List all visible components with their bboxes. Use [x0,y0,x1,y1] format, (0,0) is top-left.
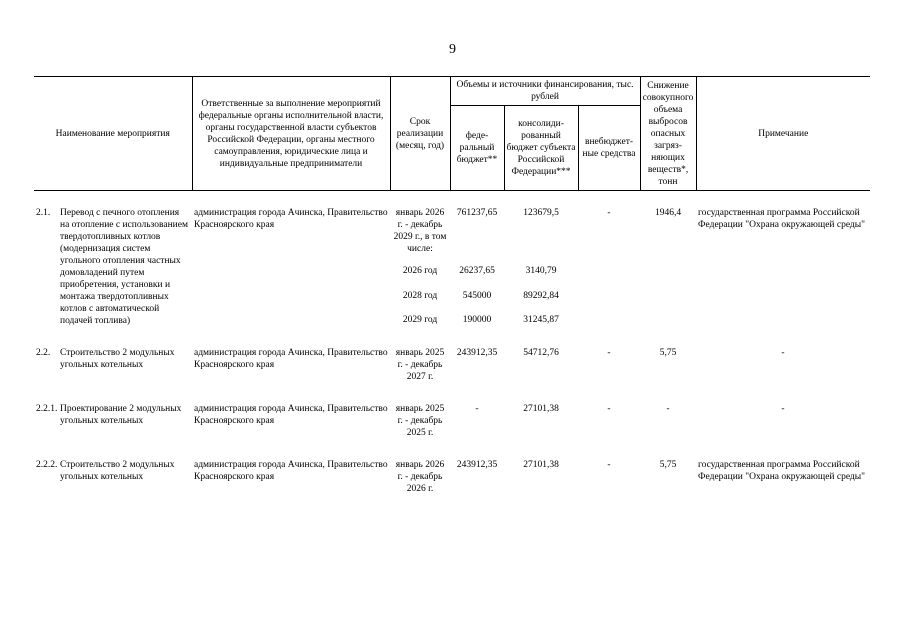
subrow-consolidated: 3140,79 [525,266,557,277]
row-consolidated: 123679,5 [523,208,559,218]
row-code: 2.2.2. [36,460,58,470]
row-federal: 761237,65 [456,208,498,218]
row-federal: - [475,404,479,414]
subrow-term: 2026 год [402,266,438,277]
header-federal: феде-ральный бюджет** [450,106,504,191]
row-term: январь 2025 г. - декабрь 2025 г. [395,404,445,438]
row-consolidated: 27101,38 [523,460,559,470]
row-responsible: администрация города Ачинска, Правительство Красноярского края [194,460,388,482]
subrow-federal: 26237,65 [459,266,495,277]
row-consolidated: 54712,76 [523,348,559,358]
row-note: - [781,404,785,414]
row-note: государственная программа Российской Федерации "Охрана окружающей среды" [698,208,866,230]
header-reduction: Снижение совокупного объема выбросов опасных загряз-няющих веществ*, тонн [640,77,696,191]
row-responsible: администрация города Ачинска, Правительство Красноярского края [194,348,388,370]
row-reduction: 5,75 [659,460,677,470]
row-reduction: - [666,404,670,414]
subrow-federal: 545000 [462,290,492,301]
row-extrabudget: - [607,460,611,470]
row-name: Перевод с печного отопления на отопление с использованием твердотопливных котлов (модернизация систем угольного отопления частных домовладений путем приобретения, установки и монтажа твердотопливных котлов с автоматической подачей топлива) [60,208,188,326]
row-reduction: 1946,4 [654,208,682,218]
row-term: январь 2026 г. - декабрь 2026 г. [395,460,445,494]
subrow-term: 2028 год [402,290,438,301]
row-name: Строительство 2 модульных угольных котельных [60,460,175,482]
header-consolidated: консолиди-рованный бюджет субъекта Российской Федерации*** [504,106,578,191]
row-term: январь 2025 г. - декабрь 2027 г. [395,348,445,382]
table-row [34,459,870,495]
row-name: Строительство 2 модульных угольных котельных [60,348,175,370]
row-code: 2.2. [36,348,51,358]
subrow-consolidated: 31245,87 [523,315,559,326]
row-code: 2.1. [36,208,51,218]
row-responsible: администрация города Ачинска, Правительство Красноярского края [194,404,388,426]
row-extrabudget: - [607,404,611,414]
subrow-federal: 190000 [462,315,492,326]
header-financing: Объемы и источники финансирования, тыс. рублей [450,77,640,106]
header-name: Наименование мероприятия [34,77,192,191]
row-federal: 243912,35 [456,348,498,358]
row-responsible: администрация города Ачинска, Правительство Красноярского края [194,208,388,230]
row-extrabudget: - [607,348,611,358]
header-extrabudget: внебюджет-ные средства [578,106,640,191]
header-note: Примечание [696,77,870,191]
row-name: Проектирование 2 модульных угольных котельных [60,404,182,426]
row-term: январь 2026 г. - декабрь 2029 г., в том числе: [393,208,447,254]
table-row [34,347,870,383]
row-code: 2.2.1. [36,404,58,414]
subrow-term: 2029 год [402,315,438,326]
subrow-consolidated: 89292,84 [523,290,559,301]
row-consolidated: 27101,38 [523,404,559,414]
header-responsible: Ответственные за выполнение мероприятий федеральные органы исполнительной власти, органы государственной власти субъектов Российской Федерации, органы местного самоуправления, юридические лица и индивидуальные предприниматели [192,77,390,191]
row-note: - [781,348,785,358]
row-federal: 243912,35 [456,460,498,470]
row-note: государственная программа Российской Федерации "Охрана окружающей среды" [698,460,866,482]
measures-table [34,76,870,495]
table-row [34,403,870,439]
row-extrabudget: - [607,208,611,218]
table-row [34,207,870,256]
row-reduction: 5,75 [659,348,677,358]
page-number: 9 [449,42,456,57]
header-term: Срок реализации (месяц, год) [390,77,450,191]
